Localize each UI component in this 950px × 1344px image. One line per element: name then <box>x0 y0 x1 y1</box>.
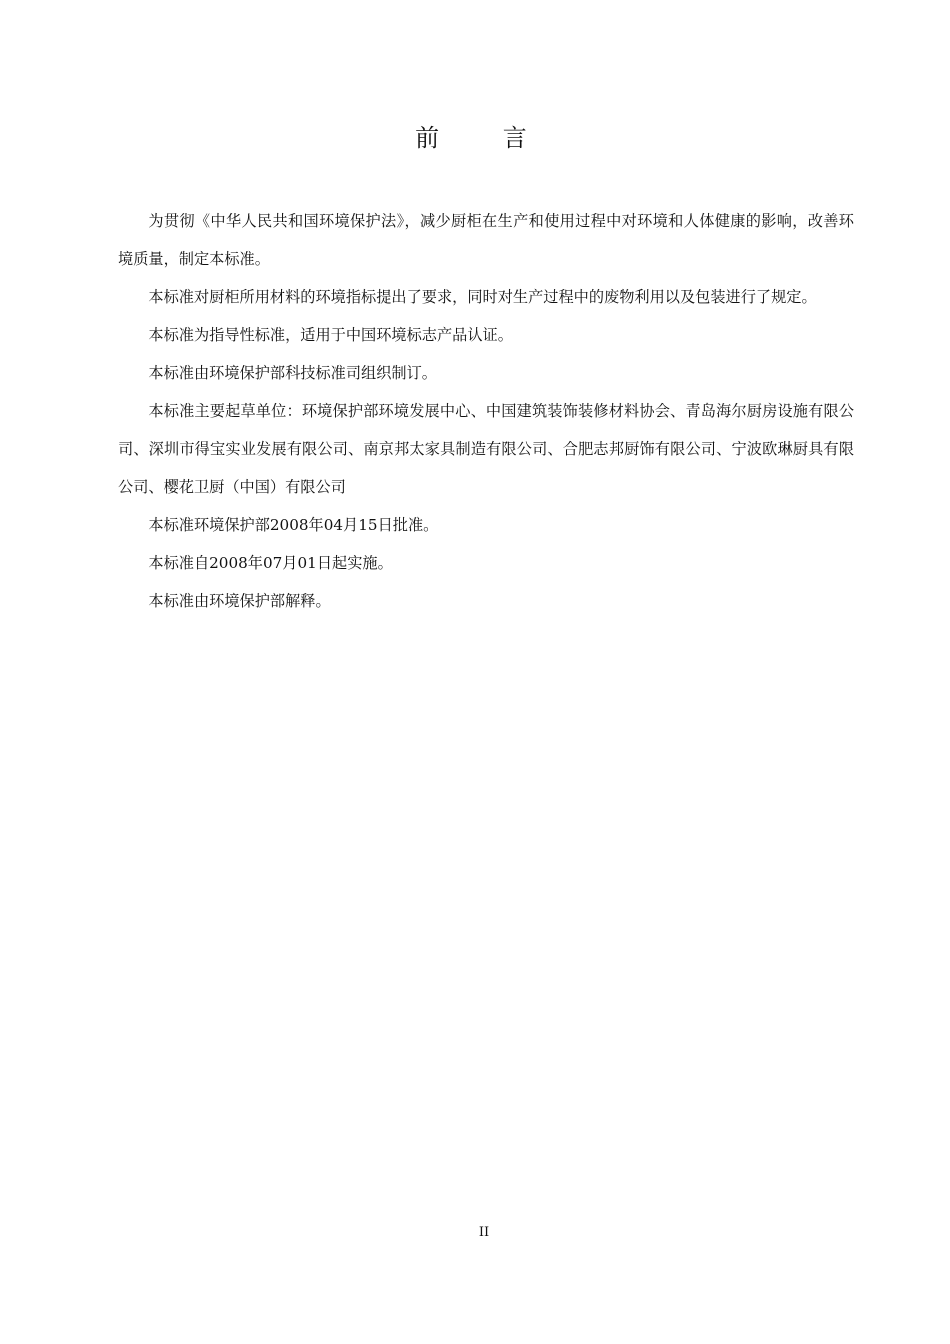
page-title: 前 言 <box>415 124 555 152</box>
paragraph-purpose: 为贯彻《中华人民共和国环境保护法》，减少厨柜在生产和使用过程中对环境和人体健康的影响，改善环境质量，制定本标准。 <box>118 212 854 268</box>
paragraph-interpretation: 本标准由环境保护部解释。 <box>148 592 331 610</box>
paragraph-approval-date: 本标准环境保护部2008年04月15日批准。 <box>148 516 439 534</box>
paragraph-effective-date: 本标准自2008年07月01日起实施。 <box>148 554 393 572</box>
paragraph-guidance: 本标准为指导性标准，适用于中国环境标志产品认证。 <box>148 326 513 344</box>
paragraph-drafting-units: 本标准主要起草单位：环境保护部环境发展中心、中国建筑装饰装修材料协会、青岛海尔厨房设施有限公司、深圳市得宝实业发展有限公司、南京邦太家具制造有限公司、合肥志邦厨饰有限公司、宁波欧琳厨具有限公司、樱花卫厨（中国）有限公司 <box>118 402 854 496</box>
page-number: II <box>478 1225 490 1240</box>
paragraph-scope: 本标准对厨柜所用材料的环境指标提出了要求，同时对生产过程中的废物利用以及包装进行了规定。 <box>148 288 817 306</box>
foreword-body <box>118 202 854 620</box>
paragraph-organizer: 本标准由环境保护部科技标准司组织制订。 <box>148 364 437 382</box>
